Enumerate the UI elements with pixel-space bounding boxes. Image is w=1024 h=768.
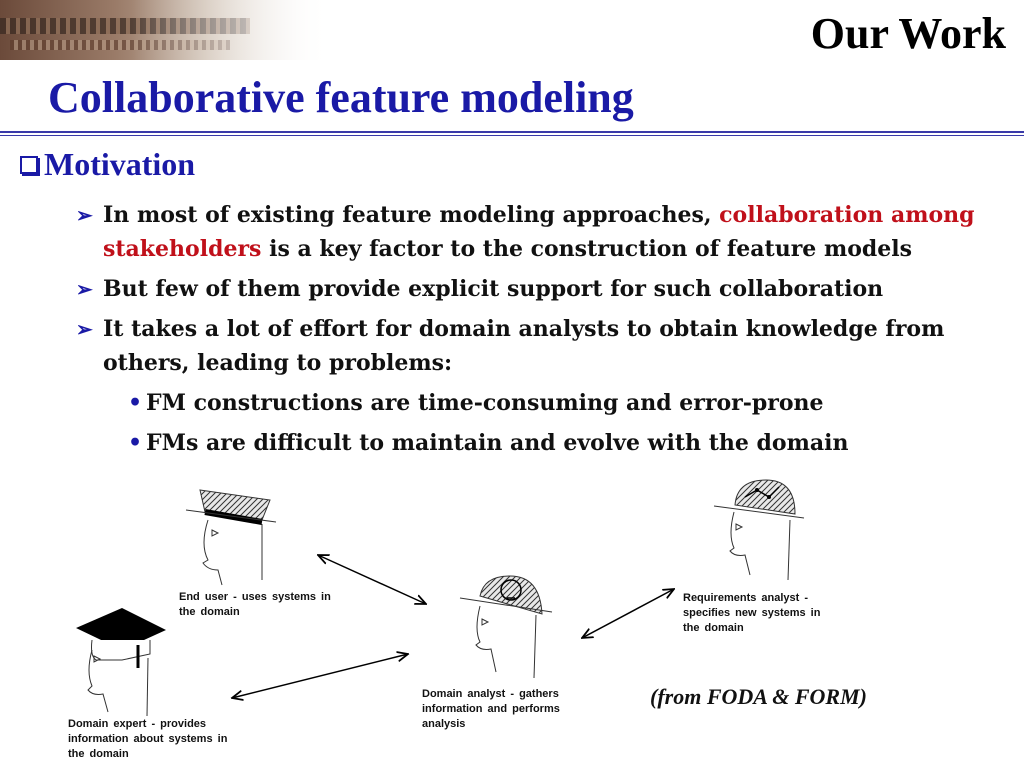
bullet-text: But few of them provide explicit support for such collaboration [103, 276, 884, 302]
end-user-caption [179, 590, 331, 620]
sub-bullet-item [124, 386, 1016, 420]
bullet-item [76, 198, 1016, 266]
sub-bullet-text: FM constructions are time-consuming and error-prone [146, 390, 824, 416]
bullet-list [76, 198, 1016, 466]
caption-line: specifies new systems in [683, 607, 821, 619]
caption-line: End user - uses systems in [179, 591, 331, 603]
end-user-link-arrow [318, 555, 426, 604]
requirements-link-arrow [582, 589, 674, 638]
bullet-highlight: collaboration among stakeholders [103, 202, 975, 262]
section-heading [20, 146, 195, 183]
requirements-analyst-figure [714, 480, 804, 580]
sub-bullet-text: FMs are difficult to maintain and evolve with the domain [146, 430, 849, 456]
caption-line: information about systems in [68, 733, 228, 745]
arrow-bullet-icon: ➢ [76, 277, 93, 301]
bullet-text: It takes a lot of effort for domain analysts to obtain knowledge from others, leading to problems: [103, 316, 945, 376]
end-user-figure [186, 490, 276, 585]
caption-line: Domain expert - provides [68, 718, 207, 730]
caption-line: Domain analyst - gathers [422, 688, 559, 700]
domain-expert-caption [68, 717, 227, 762]
corner-title: Our Work [810, 9, 1006, 58]
domain-analyst-figure [460, 576, 552, 678]
domain-expert-link-arrow [232, 654, 408, 698]
caption-line: Requirements analyst - [683, 592, 809, 604]
bullet-text: In most of existing feature modeling approaches, [103, 202, 720, 228]
source-note: (from FODA & FORM) [650, 684, 867, 709]
arrow-bullet-icon: ➢ [76, 317, 93, 341]
header-banner-image [0, 0, 330, 60]
bullet-item [76, 272, 1016, 306]
requirements-analyst-caption [683, 591, 820, 636]
bullet-item [76, 312, 1016, 380]
caption-line: the domain [683, 622, 744, 634]
section-heading-text: Motivation [44, 146, 196, 182]
domain-analyst-caption [422, 687, 560, 732]
checkbox-bullet-icon [20, 156, 38, 174]
caption-line: the domain [68, 748, 129, 760]
title-divider-thin [0, 135, 1024, 136]
sub-bullet-item [124, 426, 1016, 460]
caption-line: the domain [179, 606, 240, 618]
arrow-bullet-icon: ➢ [76, 203, 93, 227]
caption-line: analysis [422, 718, 466, 730]
domain-expert-figure [76, 608, 166, 716]
bullet-text: is a key factor to the construction of feature models [261, 236, 913, 262]
slide-title: Collaborative feature modeling [48, 73, 634, 122]
dot-bullet-icon: • [128, 430, 143, 456]
dot-bullet-icon: • [128, 390, 143, 416]
caption-line: information and performs [422, 703, 560, 715]
title-divider [0, 131, 1024, 133]
